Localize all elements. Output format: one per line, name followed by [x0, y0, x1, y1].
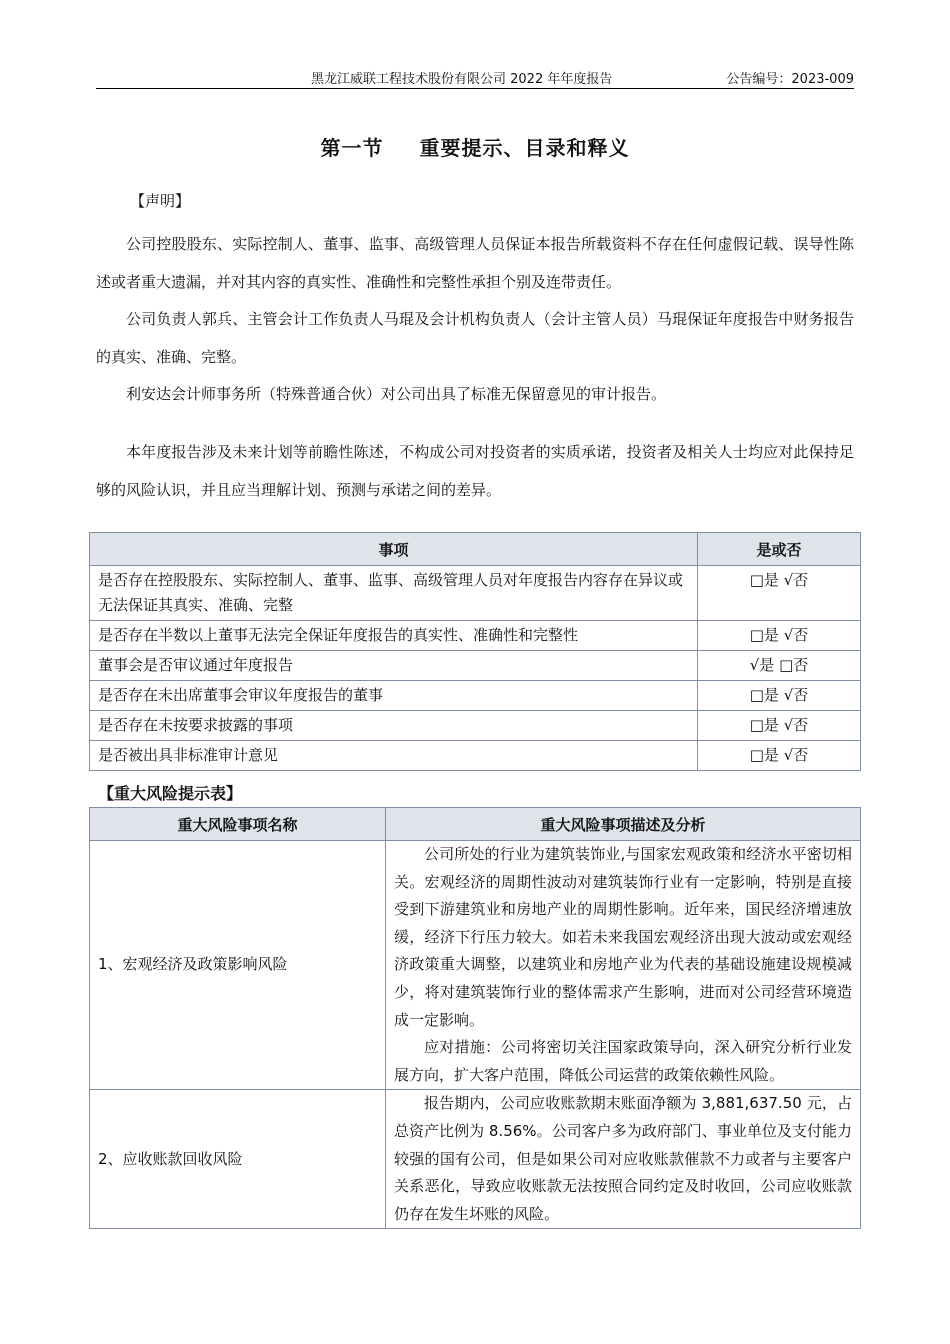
table-row — [90, 1090, 861, 1229]
checklist-answer: □是 √否 — [698, 566, 861, 621]
table-row — [90, 841, 861, 1090]
table-row — [90, 651, 861, 681]
table-row — [90, 566, 861, 621]
forward-looking-paragraph: 本年度报告涉及未来计划等前瞻性陈述，不构成公司对投资者的实质承诺，投资者及相关人士均应对此保持足够的风险认识，并且应当理解计划、预测与承诺之间的差异。 — [96, 443, 854, 499]
checklist-item: 是否存在未按要求披露的事项 — [90, 711, 698, 741]
section-number: 第一节 — [320, 136, 384, 160]
declaration-label: 【声明】 — [130, 192, 191, 210]
table-header-row — [90, 808, 861, 841]
column-header: 重大风险事项名称 — [90, 808, 386, 841]
notice-number: 公告编号：2023-009 — [726, 72, 854, 87]
table-row — [90, 621, 861, 651]
checklist-answer: □是 √否 — [698, 681, 861, 711]
risk-countermeasure: 应对措施：公司将密切关注国家政策导向，深入研究分析行业发展方向，扩大客户范围，降低公司运营的政策依赖性风险。 — [394, 1038, 852, 1084]
checklist-answer: √是 □否 — [698, 651, 861, 681]
page-header — [96, 66, 854, 89]
table-header-row — [90, 533, 861, 566]
risk-description — [386, 1090, 861, 1229]
column-header: 是或否 — [698, 533, 861, 566]
checklist-item: 是否存在半数以上董事无法完全保证年度报告的真实性、准确性和完整性 — [90, 621, 698, 651]
risk-paragraph: 报告期内，公司应收账款期末账面净额为 3,881,637.50 元，占总资产比例为 8.56%。公司客户多为政府部门、事业单位及支付能力较强的国有公司，但是如果公司对应收账款催款不力或者与主要客户关系恶化，导致应收账款无法按照合同约定及时收回，公司应收账款仍存在发生坏账的风险。 — [394, 1094, 852, 1223]
major-risk-table — [89, 807, 861, 1229]
checklist-item: 董事会是否审议通过年度报告 — [90, 651, 698, 681]
declaration-body — [96, 226, 854, 414]
checklist-item: 是否存在未出席董事会审议年度报告的董事 — [90, 681, 698, 711]
risk-name: 1、宏观经济及政策影响风险 — [90, 841, 386, 1090]
checklist-answer: □是 √否 — [698, 711, 861, 741]
section-heading — [0, 132, 950, 161]
checklist-item: 是否存在控股股东、实际控制人、董事、监事、高级管理人员对年度报告内容存在异议或无法保证其真实、准确、完整 — [90, 566, 698, 621]
forward-looking-statement — [96, 434, 854, 509]
risk-name: 2、应收账款回收风险 — [90, 1090, 386, 1229]
confirmation-checklist-table — [89, 532, 861, 771]
table-row — [90, 711, 861, 741]
column-header: 重大风险事项描述及分析 — [386, 808, 861, 841]
section-title: 重要提示、目录和释义 — [419, 136, 630, 160]
risk-paragraph: 公司所处的行业为建筑装饰业,与国家宏观政策和经济水平密切相关。宏观经济的周期性波动对建筑装饰行业有一定影响，特别是直接受到下游建筑业和房地产业的周期性影响。近年来，国民经济增速放缓，经济下行压力较大。如若未来我国宏观经济出现大波动或宏观经济政策重大调整，以建筑业和房地产业为代表的基础设施建设规模减少，将对建筑装饰行业的整体需求产生影响，进而对公司经营环境造成一定影响。 — [394, 845, 852, 1029]
table-row — [90, 741, 861, 771]
table-row — [90, 681, 861, 711]
declaration-paragraph: 公司负责人郭兵、主管会计工作负责人马琨及会计机构负责人（会计主管人员）马琨保证年度报告中财务报告的真实、准确、完整。 — [96, 310, 854, 366]
checklist-answer: □是 √否 — [698, 741, 861, 771]
declaration-paragraph: 公司控股股东、实际控制人、董事、监事、高级管理人员保证本报告所载资料不存在任何虚假记载、误导性陈述或者重大遗漏，并对其内容的真实性、准确性和完整性承担个别及连带责任。 — [96, 235, 854, 291]
risk-description — [386, 841, 861, 1090]
declaration-paragraph: 利安达会计师事务所（特殊普通合伙）对公司出具了标准无保留意见的审计报告。 — [126, 385, 667, 403]
checklist-answer: □是 √否 — [698, 621, 861, 651]
column-header: 事项 — [90, 533, 698, 566]
risk-table-title: 【重大风险提示表】 — [98, 784, 243, 803]
checklist-item: 是否被出具非标准审计意见 — [90, 741, 698, 771]
report-title: 黑龙江威联工程技术股份有限公司 2022 年年度报告 — [311, 72, 613, 87]
